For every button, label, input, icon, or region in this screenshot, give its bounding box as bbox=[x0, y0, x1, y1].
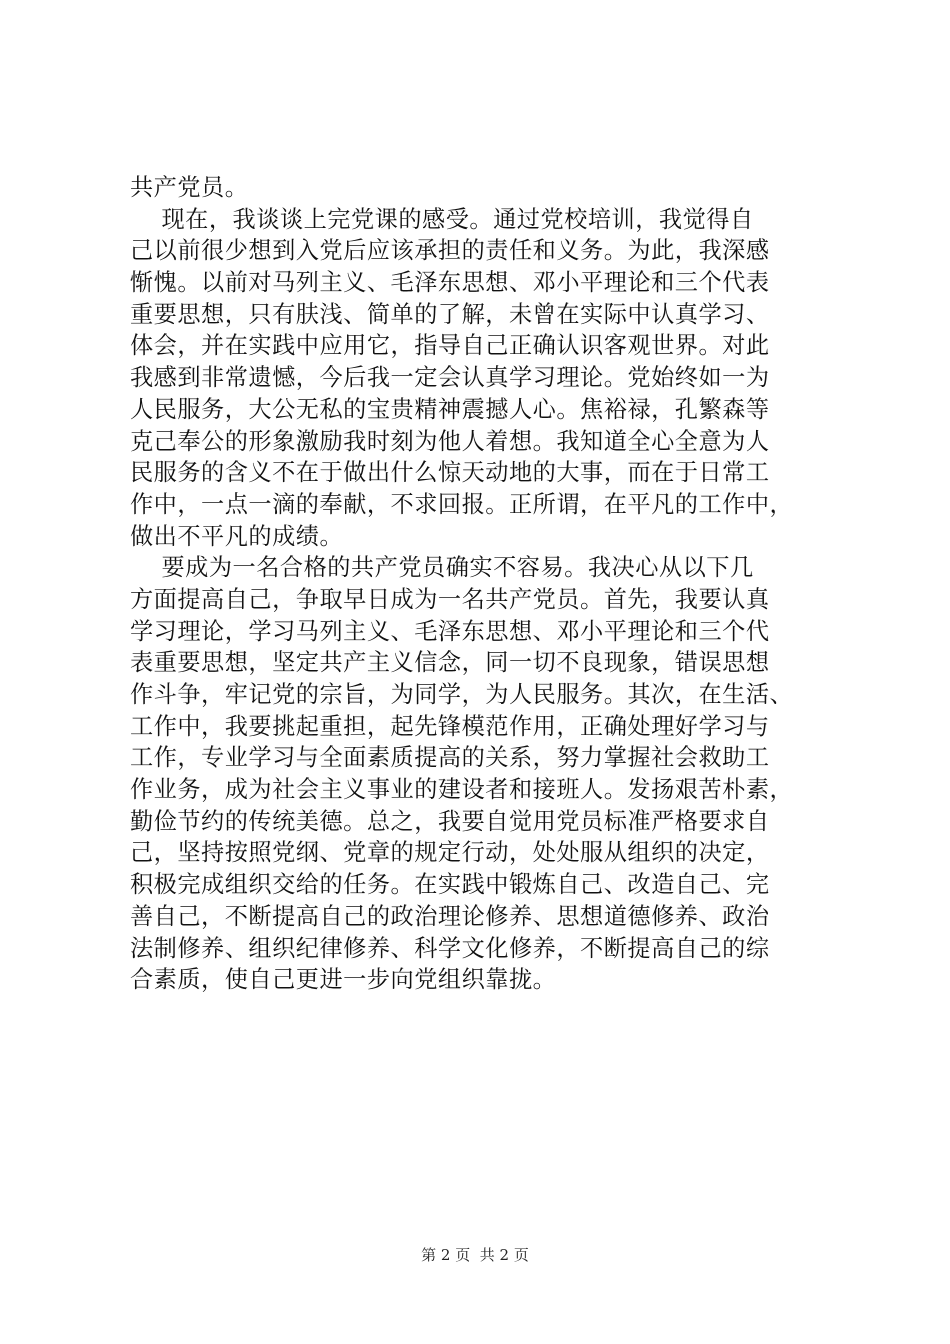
text-line: 作斗争，牢记党的宗旨，为同学，为人民服务。其次，在生活、 bbox=[130, 681, 794, 708]
text-line: 要成为一名合格的共产党员确实不容易。我决心从以下几 bbox=[130, 554, 754, 582]
text-line: 学习理论，学习马列主义、毛泽东思想、邓小平理论和三个代 bbox=[130, 617, 770, 645]
text-line: 合素质，使自己更进一步向党组织靠拢。 bbox=[130, 966, 557, 994]
text-line: 工作中，我要挑起重担，起先锋模范作用，正确处理好学习与 bbox=[130, 712, 770, 740]
text-line: 表重要思想，坚定共产主义信念，同一切不良现象，错误思想 bbox=[130, 649, 770, 677]
text-line: 法制修养、组织纪律修养、科学文化修养，不断提高自己的综 bbox=[130, 934, 770, 962]
text-line: 共产党员。 bbox=[130, 174, 249, 201]
text-line: 方面提高自己，争取早日成为一名共产党员。首先，我要认真 bbox=[130, 585, 770, 613]
text-line: 善自己，不断提高自己的政治理论修养、思想道德修养、政治 bbox=[130, 902, 770, 930]
text-line: 惭愧。以前对马列主义、毛泽东思想、邓小平理论和三个代表 bbox=[130, 269, 770, 297]
text-line: 现在，我谈谈上完党课的感受。通过党校培训，我觉得自 bbox=[130, 205, 754, 233]
text-line: 勤俭节约的传统美德。总之，我要自觉用党员标准严格要求自 bbox=[130, 807, 770, 835]
text-line: 做出不平凡的成绩。 bbox=[130, 522, 344, 550]
text-line: 民服务的含义不在于做出什么惊天动地的大事，而在于日常工 bbox=[130, 459, 770, 487]
text-line: 克己奉公的形象激励我时刻为他人着想。我知道全心全意为人 bbox=[130, 427, 770, 455]
text-line: 人民服务，大公无私的宝贵精神震撼人心。焦裕禄，孔繁森等 bbox=[130, 395, 770, 423]
text-line: 重要思想，只有肤浅、简单的了解，未曾在实际中认真学习、 bbox=[130, 300, 770, 328]
page-number-footer: 第 2 页 共 2 页 bbox=[421, 1246, 529, 1264]
text-line: 己以前很少想到入党后应该承担的责任和义务。为此，我深感 bbox=[130, 237, 770, 265]
text-line: 作中，一点一滴的奉献，不求回报。正所谓，在平凡的工作中， bbox=[130, 490, 794, 518]
body-text bbox=[130, 172, 835, 996]
text-line: 己，坚持按照党纲、党章的规定行动，处处服从组织的决定， bbox=[130, 839, 770, 867]
text-line: 积极完成组织交给的任务。在实践中锻炼自己、改造自己、完 bbox=[130, 871, 770, 899]
text-line: 体会，并在实践中应用它，指导自己正确认识客观世界。对此 bbox=[130, 332, 770, 360]
text-line: 作业务，成为社会主义事业的建设者和接班人。发扬艰苦朴素， bbox=[130, 776, 794, 804]
text-line: 我感到非常遗憾，今后我一定会认真学习理论。党始终如一为 bbox=[130, 364, 770, 392]
text-line: 工作，专业学习与全面素质提高的关系，努力掌握社会救助工 bbox=[130, 744, 770, 772]
